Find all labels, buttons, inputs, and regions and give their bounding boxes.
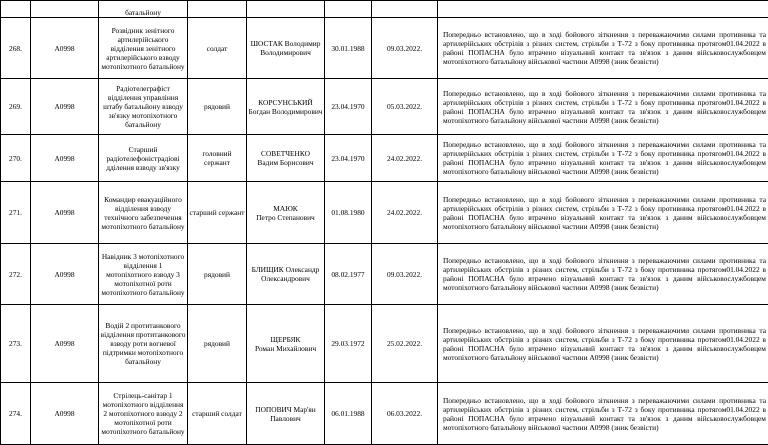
row-number: 269.: [1, 79, 31, 135]
position-cell: Радіотелеграфіст відділення управління штабу батальйону взводу зв'язку мотопіхотного батальйону: [99, 79, 188, 135]
event-date-cell: 24.02.2022.: [372, 182, 438, 244]
row-number: 270.: [1, 135, 31, 182]
military-unit: А0998: [31, 182, 99, 244]
military-unit: А0998: [31, 79, 99, 135]
position-cell: Старший радіотелефоністрадіові дділення взводу зв'язку: [99, 135, 188, 182]
circumstances-cell: Попередньо встановлено, що в ході бойового зіткнення з переважаючими силами противника та артилерійських обстрілів з різних систем, стрільби з Т-72 з боку противника протягом01.04.2022 в районі ПОПАСНА було втрачено візуальний контакт та зв'язок з даним військовослужбовцем мотопіхотного батальйону військової частини А0998 (зник безвісти): [438, 182, 768, 244]
table-row: [1, 244, 768, 305]
position-cell: Командир евакуаційного відділення взводу технічного забезпечення мотопіхотного батальйону: [99, 182, 188, 244]
military-unit: А0998: [31, 18, 99, 79]
rank-cell: головний сержант: [188, 135, 247, 182]
name-cell: СОВЕТЧЕНКО Вадим Борисович: [247, 135, 325, 182]
table-row: [1, 305, 768, 383]
name-cell: БЛИЩИК Олександр Олександрович: [247, 244, 325, 305]
military-unit: А0998: [31, 135, 99, 182]
rank-cell: рядовий: [188, 305, 247, 383]
circumstances-cell: Попередньо встановлено, що в ході бойового зіткнення з переважаючими силами противника та артилерійських обстрілів з різних систем, стрільби з Т-72 з боку противника протягом01.04.2022 в районі ПОПАСНА було втрачено візуальний контакт та зв'язок з даним військовослужбовцем мотопіхотного батальйону військової частини А0998 (зник безвісти): [438, 383, 768, 445]
event-date-cell: 06.03.2022.: [372, 383, 438, 445]
circumstances-cell: Попередньо встановлено, що в ході бойового зіткнення з переважаючими силами противника та артилерійських обстрілів з різних систем, стрільби з Т-72 з боку противника протягом01.04.2022 в районі ПОПАСНА було втрачено візуальний контакт та зв'язок з даним військовослужбовцем мотопіхотного батальйону військової частини А0998 (зник безвісти): [438, 135, 768, 182]
birth-date-cell: 08.02.1977: [325, 244, 372, 305]
military-unit: А0998: [31, 383, 99, 445]
table-row-fragment: [1, 1, 768, 18]
birth-date-cell: 01.08.1980: [325, 182, 372, 244]
rank-cell: старший сержант: [188, 182, 247, 244]
event-date-cell: 05.03.2022.: [372, 79, 438, 135]
name-cell: КОРСУНСЬКИЙ Богдан Володимирович: [247, 79, 325, 135]
position-cell: Водій 2 протитанкового відділення протитанкового взводу роти вогневої підтримки мотопіхотного батальйону: [99, 305, 188, 383]
table-row: [1, 18, 768, 79]
position-cell: батальйону: [99, 1, 188, 18]
circumstances-cell: Попередньо встановлено, що в ході бойового зіткнення з переважаючими силами противника та артилерійських обстрілів з різних систем, стрільби з Т-72 з боку противника протягом01.04.2022 в районі ПОПАСНА було втрачено візуальний контакт та зв'язок з даним військовослужбовцем мотопіхотного батальйону військової частини А0998 (зник безвісти): [438, 79, 768, 135]
birth-date-cell: 06.01.1988: [325, 383, 372, 445]
name-cell: МАЮК Петро Степанович: [247, 182, 325, 244]
rank-cell: старший солдат: [188, 383, 247, 445]
rank-cell: рядовий: [188, 79, 247, 135]
row-number: 268.: [1, 18, 31, 79]
position-cell: Стрілець-санітар 1 мотопіхотного відділення 2 мотопіхотного взводу 2 мотопіхотної роти мотопіхотного батальйону: [99, 383, 188, 445]
event-date-cell: 25.02.2022.: [372, 305, 438, 383]
name-cell: ЩЕРБЯК Роман Михайлович: [247, 305, 325, 383]
circumstances-cell: Попередньо встановлено, що в ході бойового зіткнення з переважаючими силами противника та артилерійських обстрілів з різних систем, стрільби з Т-72 з боку противника протягом01.04.2022 в районі ПОПАСНА було втрачено візуальний контакт та зв'язок з даним військовослужбовцем мотопіхотного батальйону військової частини А0998 (зник безвісти): [438, 305, 768, 383]
table-row: [1, 383, 768, 445]
table-row: [1, 182, 768, 244]
event-date-cell: 24.02.2022.: [372, 135, 438, 182]
table-row: [1, 79, 768, 135]
rank-cell: рядовий: [188, 244, 247, 305]
position-cell: Розвідник зенітного артилерійського відділення зенітного артилерійського взводу мотопіхотного батальйону: [99, 18, 188, 79]
birth-date-cell: 29.03.1972: [325, 305, 372, 383]
rank-cell: солдат: [188, 18, 247, 79]
birth-date-cell: 30.01.1988: [325, 18, 372, 79]
row-number: 271.: [1, 182, 31, 244]
birth-date-cell: 23.04.1970: [325, 135, 372, 182]
event-date-cell: 09.03.2022.: [372, 18, 438, 79]
row-number: 273.: [1, 305, 31, 383]
birth-date-cell: 23.04.1970: [325, 79, 372, 135]
name-cell: ШОСТАК Володимир Володимирович: [247, 18, 325, 79]
event-date-cell: 09.03.2022.: [372, 244, 438, 305]
military-unit: А0998: [31, 244, 99, 305]
name-cell: ПОПОВИЧ Мар'ян Павлович: [247, 383, 325, 445]
circumstances-cell: Попередньо встановлено, що в ході бойового зіткнення з переважаючими силами противника та артилерійських обстрілів з різних систем, стрільби з Т-72 з боку противника протягом01.04.2022 в районі ПОПАСНА було втрачено візуальний контакт та зв'язок з даним військовослужбовцем мотопіхотного батальйону військової частини А0998 (зник безвісти): [438, 18, 768, 79]
row-number: 274.: [1, 383, 31, 445]
row-number: 272.: [1, 244, 31, 305]
table-row: [1, 135, 768, 182]
position-cell: Навідник 3 мотопіхотного відділення 1 мотопіхотного взводу 3 мотопіхотної роти мотопіхотного батальйону: [99, 244, 188, 305]
circumstances-cell: Попередньо встановлено, що в ході бойового зіткнення з переважаючими силами противника та артилерійських обстрілів з різних систем, стрільби з Т-72 з боку противника протягом01.04.2022 в районі ПОПАСНА було втрачено візуальний контакт та зв'язок з даним військовослужбовцем мотопіхотного батальйону військової частини А0998 (зник безвісти): [438, 244, 768, 305]
military-unit: А0998: [31, 305, 99, 383]
